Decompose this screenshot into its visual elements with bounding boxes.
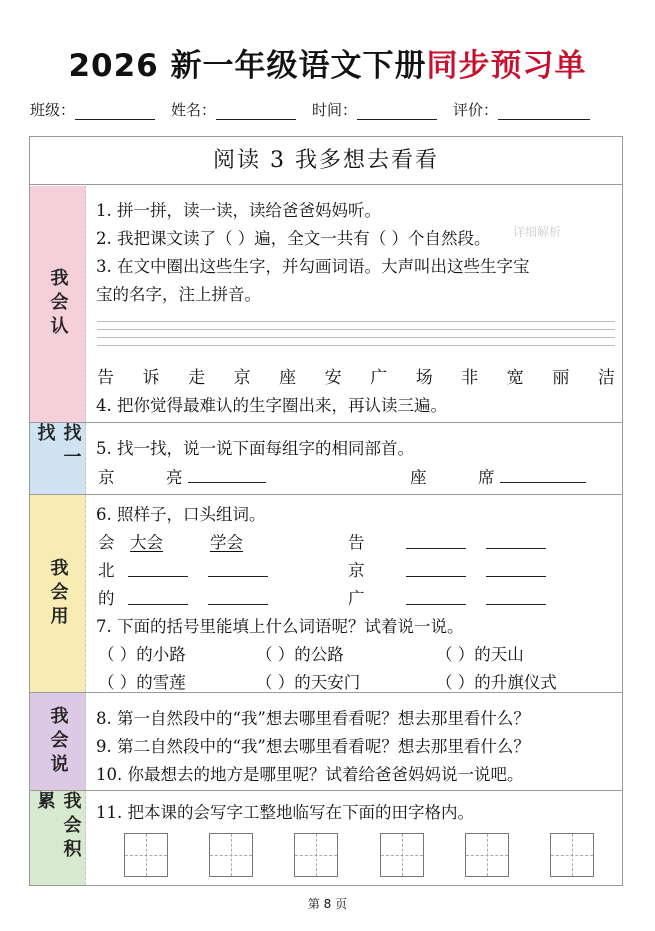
class-field[interactable]: [75, 104, 155, 120]
word-blank[interactable]: [406, 591, 466, 605]
question-7: 7. 下面的括号里能填上什么词语呢？试着说一说。: [96, 617, 464, 636]
character: 走: [188, 368, 206, 388]
phrase-blank[interactable]: （ ）的天山: [436, 645, 524, 664]
character: 非: [461, 368, 479, 388]
question-8: 8. 第一自然段中的“我”想去哪里看看呢？想去那里看什么？: [96, 709, 530, 728]
character: 告: [97, 368, 114, 388]
word-blank[interactable]: [406, 535, 466, 549]
question-1: 1. 拼一拼，读一读，读给爸爸妈妈听。: [96, 201, 381, 220]
pinyin-line[interactable]: [97, 321, 615, 322]
pinyin-line[interactable]: [97, 337, 615, 338]
name-field[interactable]: [216, 104, 296, 120]
question-10: 10. 你最想去的地方是哪里呢？试着给爸爸妈妈说一说吧。: [96, 765, 524, 784]
question-2: 2. 我把课文读了（ ）遍，全文一共有（ ）个自然段。: [96, 229, 491, 248]
question-6: 6. 照样子，口头组词。: [96, 505, 266, 524]
phrase-blank[interactable]: （ ）的公路: [256, 645, 344, 664]
name-label: 姓名：: [171, 101, 217, 119]
grade-field[interactable]: [498, 104, 590, 120]
section-divider: [30, 790, 622, 791]
word-blank[interactable]: [486, 591, 546, 605]
word-blank[interactable]: [128, 563, 188, 577]
word-blank[interactable]: [208, 591, 268, 605]
section-label-say: 我会说: [30, 693, 86, 790]
section-label-find: 找一找: [30, 423, 86, 494]
word-base-char: 北: [98, 561, 115, 580]
class-label: 班级：: [30, 101, 76, 119]
tianzige-grid-row: [124, 833, 594, 877]
word-base-char: 京: [348, 561, 365, 580]
time-field[interactable]: [357, 104, 437, 120]
phrase-blank[interactable]: （ ）的升旗仪式: [436, 673, 557, 692]
title-prefix: 2026 新一年级语文下册: [68, 48, 427, 84]
time-label: 时间：: [312, 101, 358, 119]
word-base-char: 告: [348, 533, 365, 552]
worksheet-title: [0, 40, 655, 85]
section-label-recognize: 我会认: [30, 186, 86, 422]
find-char-2: 亮: [166, 468, 183, 487]
find-char-4: 席: [478, 468, 495, 487]
section-label-accumulate: 我会积累: [30, 791, 86, 885]
pinyin-line[interactable]: [97, 329, 615, 330]
word-blank[interactable]: [208, 563, 268, 577]
question-3-line2: 宝的名字，注上拼音。: [96, 285, 261, 304]
tianzige-cell[interactable]: [124, 833, 168, 877]
word-base-char: 广: [348, 589, 365, 608]
character: 宽: [506, 368, 524, 388]
question-11: 11. 把本课的会写字工整地临写在下面的田字格内。: [96, 803, 474, 822]
example-word: 学会: [210, 533, 243, 552]
section-divider: [30, 422, 622, 423]
grade-label: 评价：: [453, 101, 499, 119]
tianzige-cell[interactable]: [294, 833, 338, 877]
title-highlight: 同步预习单: [426, 48, 587, 84]
word-base-char: 的: [98, 589, 115, 608]
character: 诉: [142, 368, 160, 388]
question-9: 9. 第二自然段中的“我”想去哪里看看呢？想去那里看什么？: [96, 737, 530, 756]
section-label-use: 我会用: [30, 495, 86, 692]
character: 场: [415, 368, 433, 388]
character: 广: [370, 368, 388, 388]
find-char-3: 座: [410, 468, 427, 487]
word-blank[interactable]: [486, 535, 546, 549]
phrase-blank[interactable]: （ ）的天安门: [256, 673, 361, 692]
page-number: 第 8 页: [307, 897, 348, 911]
tianzige-cell[interactable]: [550, 833, 594, 877]
character: 丽: [552, 368, 570, 388]
word-blank[interactable]: [128, 591, 188, 605]
find-char-1: 京: [98, 468, 115, 487]
word-blank[interactable]: [486, 563, 546, 577]
word-base-char: 会: [98, 533, 115, 552]
character: 京: [233, 368, 251, 388]
example-word: 大会: [130, 533, 163, 552]
tianzige-cell[interactable]: [209, 833, 253, 877]
find-answer-blank[interactable]: [188, 469, 266, 483]
character: 安: [324, 368, 342, 388]
worksheet-table: [29, 136, 623, 886]
character: 洁: [597, 368, 615, 388]
lesson-title: 阅读 3 我多想去看看: [30, 137, 622, 185]
watermark-stamp: 详细解析: [513, 225, 562, 239]
question-5: 5. 找一找，说一说下面每组字的相同部首。: [96, 439, 414, 458]
phrase-blank[interactable]: （ ）的小路: [98, 645, 186, 664]
word-blank[interactable]: [406, 563, 466, 577]
question-4: 4. 把你觉得最难认的生字圈出来，再认读三遍。: [96, 396, 447, 415]
tianzige-cell[interactable]: [380, 833, 424, 877]
student-info-row: [30, 99, 630, 120]
phrase-blank[interactable]: （ ）的雪莲: [98, 673, 186, 692]
question-3-line1: 3. 在文中圈出这些生字，并勾画词语。大声叫出这些生字宝: [96, 257, 530, 276]
pinyin-line[interactable]: [97, 345, 615, 346]
character: 座: [279, 368, 297, 388]
section-divider: [30, 494, 622, 495]
find-answer-blank[interactable]: [500, 469, 586, 483]
tianzige-cell[interactable]: [465, 833, 509, 877]
new-characters-row: [97, 363, 615, 388]
